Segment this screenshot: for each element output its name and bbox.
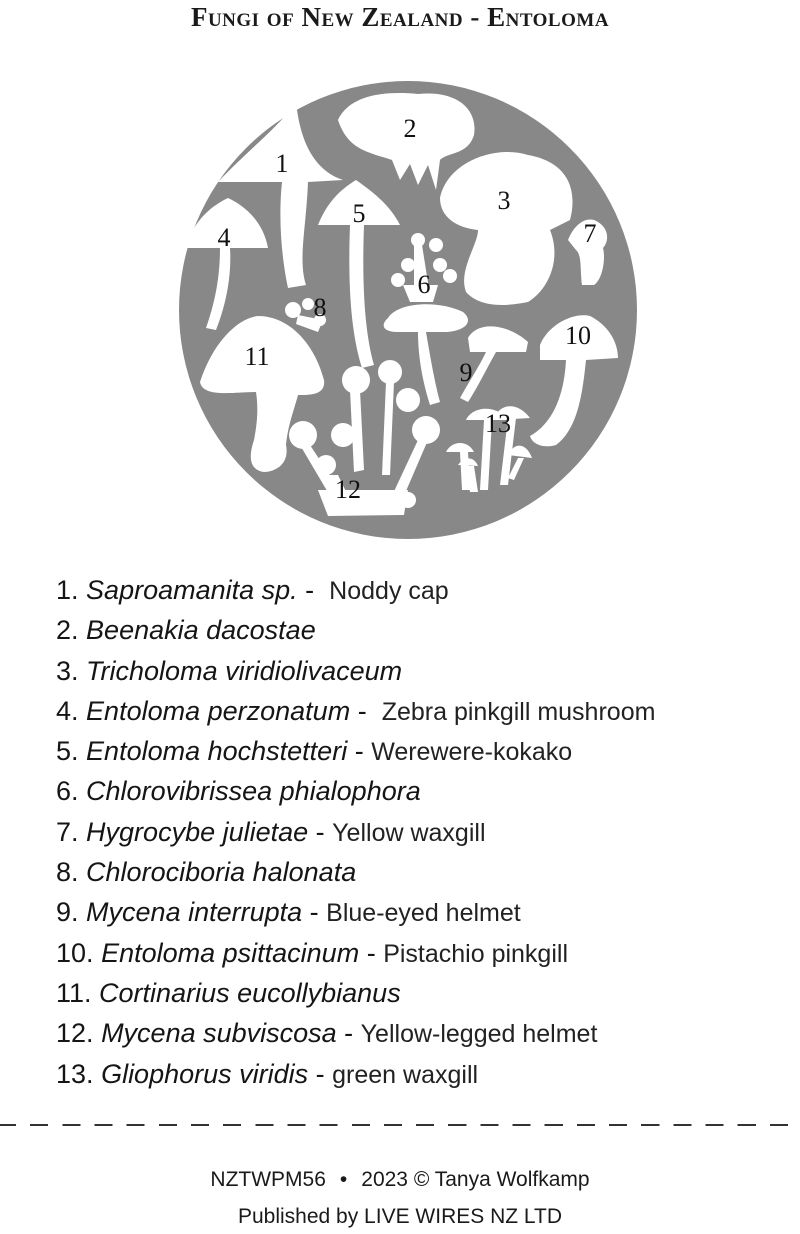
scientific-name: Mycena subviscosa [101,1018,337,1049]
common-name: green waxgill [332,1060,479,1089]
scientific-name: Entoloma psittacinum [101,937,360,968]
label-3: 3 [497,186,511,215]
list-item [56,933,776,973]
list-item [56,731,776,771]
separator: - [308,1058,333,1089]
list-item [56,812,776,852]
separator: - [302,897,327,928]
fungi-illustration [178,80,638,540]
separator: - [297,575,330,605]
item-number: 6. [56,776,79,807]
footer-credits [0,1168,800,1192]
dashed-divider [0,1124,800,1126]
separator: - [347,736,372,767]
common-name: Werewere-kokako [371,738,573,767]
publisher-text: Published by LIVE WIRES NZ LTD [237,1205,563,1228]
scientific-name: Tricholoma viridiolivaceum [86,655,403,686]
list-item [56,771,776,811]
common-name: Blue-eyed helmet [326,899,521,928]
separator: - [359,937,384,968]
scientific-name: Entoloma perzonatum [86,695,351,726]
separator: - [308,816,333,847]
label-12: 12 [335,475,361,504]
separator: - [350,695,382,726]
label-2: 2 [403,114,417,143]
item-number: 10. [56,937,94,968]
product-code: NZTWPM56 [210,1168,326,1191]
list-item [56,973,776,1013]
scientific-name: Hygrocybe julietae [86,816,309,847]
item-number: 1. [56,575,79,605]
item-number: 5. [56,736,79,767]
item-number: 9. [56,897,79,928]
scientific-name: Saproamanita sp. [86,575,298,605]
separator: - [336,1018,361,1049]
label-4: 4 [217,223,231,252]
scientific-name: Chlorociboria halonata [86,857,357,888]
item-number: 13. [56,1058,94,1089]
scientific-name: Entoloma hochstetteri [86,736,348,767]
list-item [56,610,776,650]
label-11: 11 [244,342,270,371]
item-number: 2. [56,615,79,646]
label-5: 5 [352,199,366,228]
copyright-text: 2023 © Tanya Wolfkamp [361,1168,590,1191]
scientific-name: Gliophorus viridis [101,1058,309,1089]
scientific-name: Chlorovibrissea phialophora [86,776,421,807]
label-6: 6 [417,270,431,299]
common-name: Noddy cap [329,577,449,605]
page-title: Fungi of New Zealand - Entoloma [190,2,610,32]
bullet-separator: • [339,1168,348,1191]
label-13: 13 [485,409,511,438]
common-name: Pistachio pinkgill [383,939,569,968]
scientific-name: Beenakia dacostae [86,615,316,646]
list-item [56,852,776,892]
common-name: Zebra pinkgill mushroom [381,697,656,726]
common-name: Yellow-legged helmet [360,1020,598,1049]
item-number: 12. [56,1018,94,1049]
item-number: 11. [56,977,92,1008]
list-item [56,892,776,932]
item-number: 4. [56,695,79,726]
label-8: 8 [313,293,327,322]
label-7: 7 [583,219,597,248]
scientific-name: Cortinarius eucollybianus [99,977,401,1008]
label-9: 9 [459,358,473,387]
scientific-name: Mycena interrupta [86,897,303,928]
common-name: Yellow waxgill [332,818,486,847]
label-10: 10 [565,321,591,350]
item-number: 3. [56,655,79,686]
item-number: 8. [56,857,79,888]
list-item [56,570,776,610]
list-item [56,651,776,691]
species-list [56,570,776,1094]
item-number: 7. [56,816,79,847]
list-item [56,691,776,731]
label-1: 1 [275,149,289,178]
list-item [56,1054,776,1094]
list-item [56,1013,776,1053]
